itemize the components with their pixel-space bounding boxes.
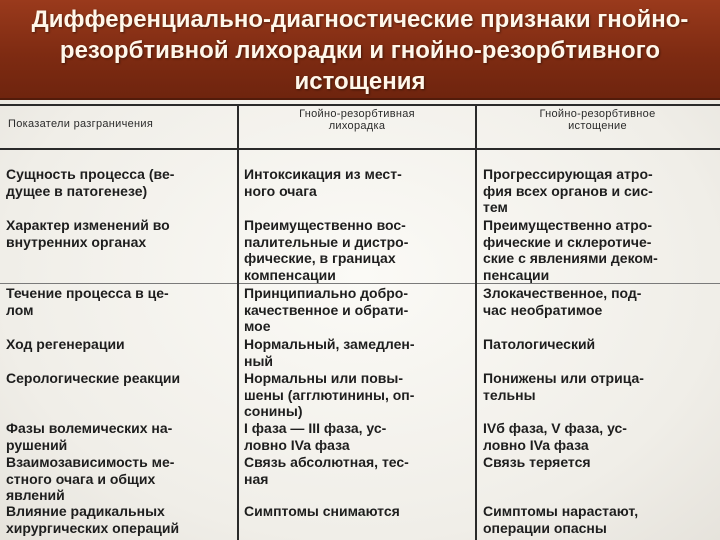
table-cell	[483, 285, 717, 318]
row-divider	[0, 283, 720, 284]
cell-line: стного очага и общих	[6, 470, 156, 487]
header-fever	[242, 108, 472, 132]
cell-line: Интоксикация из мест-	[244, 166, 402, 182]
cell-line: Фазы волемических на-	[6, 420, 173, 436]
cell-line: сонины)	[244, 403, 303, 419]
cell-line: Течение процесса в це-	[6, 285, 169, 301]
cell-line: ские с явлениями деком-	[483, 250, 658, 266]
header-exhaustion	[480, 108, 715, 132]
table-cell	[483, 454, 717, 471]
table-cell	[244, 420, 472, 453]
table-cell	[483, 217, 717, 283]
cell-line: Гнойно-резорбтивная	[299, 108, 415, 120]
table-cell	[244, 285, 472, 335]
cell-line: ловно IVa фаза	[244, 436, 350, 453]
cell-line: Гнойно-резорбтивное	[539, 108, 656, 120]
table-cell	[483, 420, 717, 453]
cell-line: фические и склеротиче-	[483, 233, 652, 250]
table-cell	[244, 370, 472, 420]
title-line: резорбтивной лихорадки и гнойно-резорбтивного	[59, 37, 661, 64]
title-line: истощения	[294, 68, 426, 95]
cell-line: I фаза — III фаза, ус-	[244, 420, 387, 436]
table-cell	[483, 503, 717, 536]
cell-line: Ход регенерации	[6, 336, 125, 352]
cell-line: Связь абсолютная, тес-	[244, 454, 409, 470]
cell-line: Преимущественно вос-	[244, 217, 406, 233]
cell-line: ный	[244, 352, 274, 369]
cell-line: тем	[483, 199, 508, 215]
cell-line: лом	[6, 301, 34, 318]
table-cell	[6, 370, 234, 387]
cell-line: Влияние радикальных	[6, 503, 165, 519]
cell-line: шены (агглютинины, оп-	[244, 386, 415, 403]
cell-line: Нормальный, замедлен-	[244, 336, 415, 352]
cell-line: IVб фаза, V фаза, ус-	[483, 420, 627, 436]
cell-line: компенсации	[244, 266, 336, 283]
cell-line: Сущность процесса (ве-	[6, 166, 175, 182]
cell-line: истощение	[568, 120, 627, 132]
cell-line: час необратимое	[483, 301, 603, 318]
cell-line: качественное и обрати-	[244, 301, 409, 318]
cell-line: Прогрессирующая атро-	[483, 166, 653, 182]
title-line: Дифференциально-диагностические признаки гнойно-	[31, 6, 689, 33]
cell-line: фия всех органов и сис-	[483, 182, 653, 199]
cell-line: палительные и дистро-	[244, 233, 409, 250]
cell-line: лихорадка	[328, 120, 386, 132]
table-cell	[244, 336, 472, 369]
scanned-table	[0, 100, 720, 540]
table-cell	[6, 420, 234, 453]
cell-line: Нормальны или повы-	[244, 370, 404, 386]
table-cell	[244, 166, 472, 199]
cell-line: Злокачественное, под-	[483, 285, 642, 301]
cell-line: Серологические реакции	[6, 370, 181, 386]
cell-line: Связь теряется	[483, 454, 591, 470]
table-cell	[6, 503, 234, 536]
table-cell	[6, 285, 234, 318]
title-bar	[0, 0, 720, 100]
table-cell	[6, 336, 234, 353]
cell-line: ная	[244, 470, 269, 487]
header-bottom-rule	[0, 148, 720, 150]
table-cell	[483, 336, 717, 353]
cell-line: Симптомы снимаются	[244, 503, 400, 519]
cell-line: ловно IVa фаза	[483, 436, 589, 453]
table-cell	[483, 166, 717, 216]
cell-line: Взаимозависимость ме-	[6, 454, 175, 470]
cell-line: Принципиально добро-	[244, 285, 408, 301]
cell-line: Симптомы нарастают,	[483, 503, 639, 519]
table-cell	[6, 217, 234, 250]
header-indicators	[8, 118, 233, 130]
cell-line: рушений	[6, 436, 68, 453]
cell-line: Понижены или отрица-	[483, 370, 644, 386]
cell-line: хирургических операций	[6, 519, 180, 536]
table-cell	[483, 370, 717, 403]
cell-line: пенсации	[483, 266, 550, 283]
table-cell	[244, 217, 472, 283]
table-cell	[6, 454, 234, 504]
table-cell	[244, 454, 472, 487]
table-cell	[244, 503, 472, 520]
cell-line: тельны	[483, 386, 536, 403]
cell-line: Преимущественно атро-	[483, 217, 652, 233]
cell-line: ного очага	[244, 182, 317, 199]
column-divider	[475, 104, 477, 540]
cell-line: мое	[244, 318, 271, 334]
cell-line: операции опасны	[483, 519, 607, 536]
cell-line: Патологический	[483, 336, 596, 352]
cell-line: внутренних органах	[6, 233, 147, 250]
table-cell	[6, 166, 234, 199]
column-divider	[237, 104, 239, 540]
slide-title	[10, 4, 710, 97]
table-top-rule	[0, 104, 720, 106]
cell-line: фические, в границах	[244, 250, 396, 266]
cell-line: дущее в патогенезе)	[6, 182, 148, 199]
cell-line: явлений	[6, 487, 65, 503]
cell-line: Показатели разграничения	[8, 118, 154, 130]
cell-line: Характер изменений во	[6, 217, 170, 233]
